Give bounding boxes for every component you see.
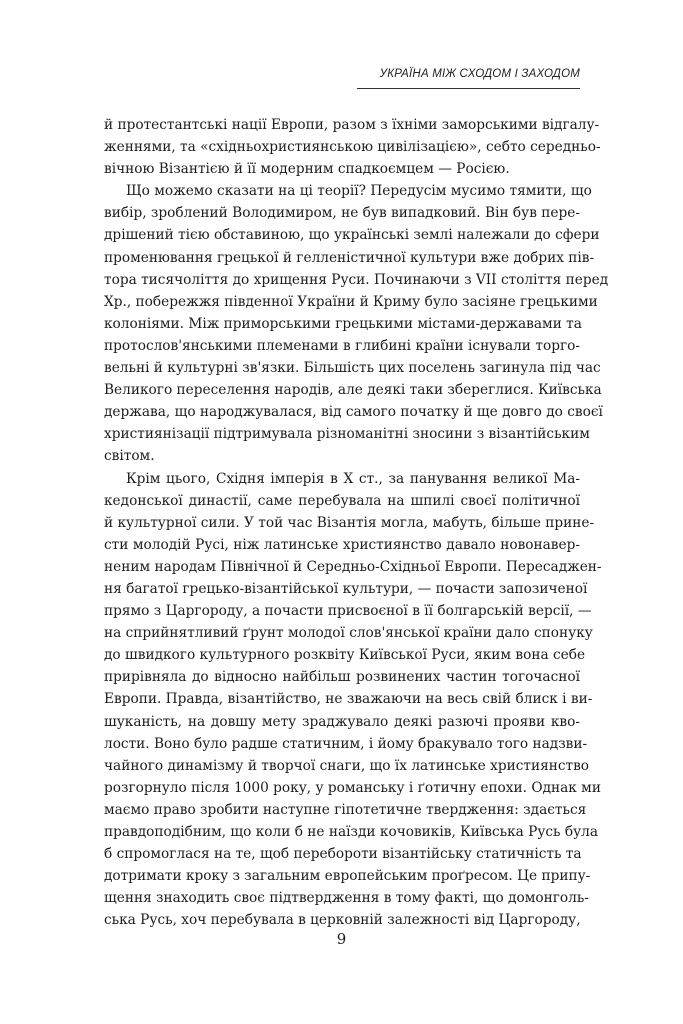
text-line: чайного динамізму й творчої снаги, що їх латинське християнство bbox=[104, 757, 590, 774]
text-line: протослов'янськими племенами в глибині країни існували торго- bbox=[104, 337, 580, 354]
text-line: колоніями. Між приморськими грецькими містами-державами та bbox=[104, 315, 582, 332]
text-line: маємо право зробити наступне гіпотетичне твердження: здається bbox=[104, 801, 587, 818]
running-title: УКРАЇНА МІЖ СХОДОМ І ЗАХОДОМ bbox=[379, 68, 580, 80]
text-line: вибір, зроблений Володимиром, не був випадковий. Він був пере- bbox=[104, 205, 580, 222]
text-line: сти молодій Русі, ніж латинське християнство давало новонавер- bbox=[104, 536, 580, 553]
text-line: Крім цього, Східня імперія в Х ст., за панування великої Ма- bbox=[126, 470, 580, 487]
text-line: женнями, та «східньохристиянською цивілізацією», себто середньо- bbox=[104, 139, 601, 156]
text-line: тора тисячоліття до хрищення Руси. Починаючи з VII століття перед bbox=[104, 271, 609, 288]
text-line: Що можемо сказати на ці теорії? Передусім мусимо тямити, що bbox=[126, 183, 592, 200]
text-line: б спромоглася на те, щоб перебороти візантійську статичність та bbox=[104, 846, 582, 863]
text-line: ня багатої грецько-візантійської культури, — почасти запозиченої bbox=[104, 580, 588, 597]
text-line: світом. bbox=[104, 448, 155, 465]
text-line: вельні й культурні зв'язки. Більшість цих поселень загинула під час bbox=[104, 360, 601, 377]
text-line: правдоподібним, що коли б не наїзди кочовиків, Київська Русь була bbox=[104, 824, 599, 840]
text-line: лости. Воно було радше статичним, і йому бракувало того надзви- bbox=[104, 735, 588, 752]
text-line: променювання грецької й гелленістичної культури вже добрих пів- bbox=[104, 249, 595, 266]
text-line: вічною Візантією й її модерним спадкоємцем — Росією. bbox=[104, 161, 510, 178]
text-line: й протестантські нації Европи, разом з їхніми заморськими відгалу- bbox=[104, 117, 600, 133]
text-line: шуканість, на довшу мету зраджувало деякі разючі прояви кво- bbox=[104, 713, 580, 730]
text-line: й культурної сили. У той час Візантія могла, мабуть, більше прине- bbox=[104, 514, 595, 531]
text-line: на сприйнятливий ґрунт молодої слов'янської країни дало спонуку bbox=[104, 625, 593, 642]
text-line: дрішений тією обставиною, що українські землі належали до сфери bbox=[104, 227, 600, 244]
body-text bbox=[104, 114, 609, 931]
page-number: 9 bbox=[336, 930, 347, 948]
text-line: кедонської династії, саме перебувала на шпилі своєї політичної bbox=[104, 492, 580, 509]
text-line: Европи. Правда, візантійство, не зважаючи на весь свій блиск і ви- bbox=[104, 691, 593, 708]
text-line: Великого переселення народів, але деякі таки збереглися. Київська bbox=[104, 382, 602, 399]
text-line: до швидкого культурного розквіту Київської Руси, яким вона себе bbox=[104, 647, 586, 664]
text-line: ська Русь, хоч перебувала в церковній залежності від Царгороду, bbox=[104, 912, 581, 929]
text-line: щення знаходить своє підтвердження в тому факті, що домонголь- bbox=[104, 890, 589, 907]
header-rule bbox=[357, 88, 580, 89]
text-line: християнізації підтримувала різноманітні зносини з візантійським bbox=[104, 426, 590, 443]
text-line: прирівняла до відносно найбільш розвинених частин тогочасної bbox=[104, 669, 580, 686]
text-line: неним народам Північної й Середньо-Східньої Европи. Пересаджен- bbox=[104, 558, 602, 575]
text-line: розгорнуло після 1000 року, у романську і ґотичну епохи. Однак ми bbox=[104, 779, 601, 796]
text-line: держава, що народжувалася, від самого початку й ще довго до своєї bbox=[104, 404, 603, 421]
text-line: прямо з Царгороду, а почасти присвоєної в її болгарській версії, — bbox=[104, 603, 592, 620]
text-line: дотримати кроку з загальним европейським проґресом. Це припу- bbox=[104, 868, 591, 885]
text-line: Хр., побережжя південної України й Криму було засіяне грецькими bbox=[104, 293, 598, 310]
